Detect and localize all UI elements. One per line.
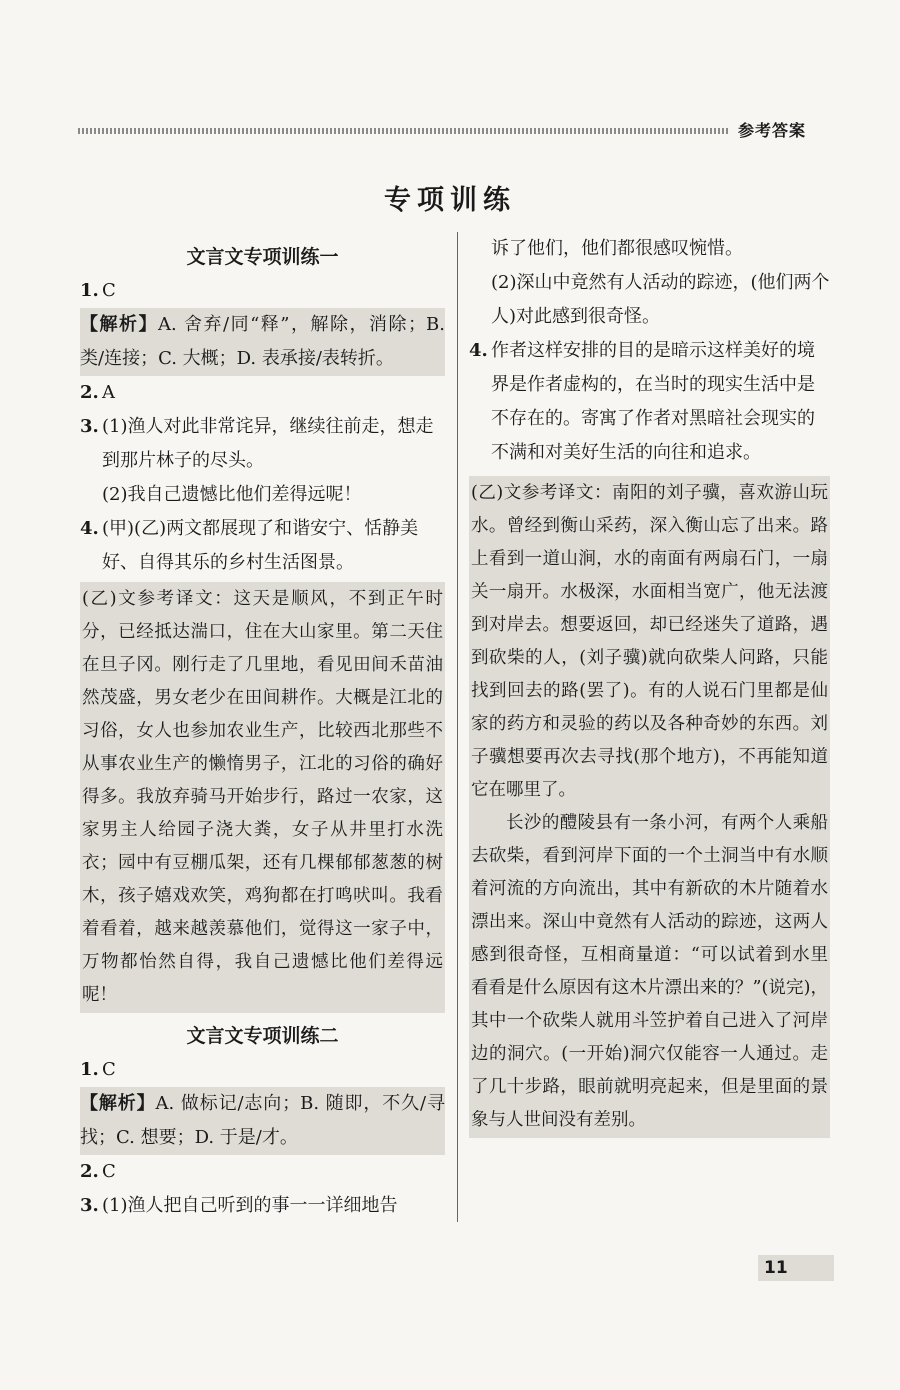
answer-text: (1)渔人把自己听到的事一一详细地告 (102, 1195, 398, 1216)
header-rule (78, 128, 728, 134)
section-title-2: 文言文专项训练二 (186, 1025, 339, 1047)
right-column (469, 232, 830, 1140)
answer-text: (1)渔人对此非常诧异，继续往前走，想走到那片林子的尽头。 (102, 416, 434, 471)
answer-number: 4. (80, 518, 99, 539)
answer-continuation: 诉了他们，他们都很感叹惋惜。 (491, 238, 743, 259)
section-title-1: 文言文专项训练一 (186, 246, 339, 268)
analysis-2 (80, 1087, 445, 1155)
header-label: 参考答案 (738, 121, 807, 140)
answer-1 (80, 1053, 445, 1087)
answer-text: (2)我自己遗憾比他们差得远呢！ (102, 484, 362, 505)
answer-text: C (102, 1161, 116, 1182)
answer-4 (80, 512, 445, 580)
answer-1 (80, 274, 445, 308)
analysis-1 (80, 308, 445, 376)
answer-text: (2)深山中竟然有人活动的踪迹，(他们两个人)对此感到很奇怪。 (491, 272, 830, 327)
answer-text: (甲)(乙)两文都展现了和谐安宁、恬静美好、自得其乐的乡村生活图景。 (102, 518, 419, 573)
answer-text: C (102, 1059, 116, 1080)
translation-text: 长沙的醴陵县有一条小河，有两个人乘船去砍柴，看到河岸下面的一个土洞当中有水顺着河流的方向流出，其中有新砍的木片随着水漂出来。深山中竟然有人活动的踪迹，这两人感到很奇怪，互相商量道：“可以试着到水里看看是什么原因有这木片漂出来的？”(说完)，其中一个砍柴人就用斗笠护着自己进入了河岸边的洞穴。(一开始)洞穴仅能容一人通过。走了几十步路，眼前就明亮起来，但是里面的景象与人世间没有差别。 (471, 813, 828, 1130)
answer-text: A (102, 382, 115, 403)
translation-text: (乙)文参考译文：这天是顺风，不到正午时分，已经抵达湍口，住在大山家里。第二天住在旦子冈。刚行走了几里地，看见田间禾苗油然茂盛，男女老少在田间耕作。大概是江北的习俗，女人也参加农业生产，比较西北那些不从事农业生产的懒惰男子，江北的习俗的确好得多。我放弃骑马开始步行，路过一农家，这家男主人给园子浇大粪，女子从井里打水洗衣；园中有豆棚瓜架，还有几棵郁郁葱葱的树木，孩子嬉戏欢笑，鸡狗都在打鸣吠叫。我看着看着，越来越羡慕他们，觉得这一家子中，万物都怡然自得，我自己遗憾比他们差得远呢！ (82, 589, 443, 1005)
answer-3 (80, 1189, 445, 1223)
answer-number: 3. (80, 1195, 99, 1216)
answer-text: 作者这样安排的目的是暗示这样美好的境界是作者虚构的，在当时的现实生活中是不存在的。寄寓了作者对黑暗社会现实的不满和对美好生活的向往和追求。 (491, 340, 815, 463)
translation-block-2 (469, 476, 830, 1138)
analysis-text: A. 舍弃/同“释”，解除，消除；B. 类/连接；C. 大概；D. 表承接/表转折。 (80, 314, 445, 369)
answer-2 (80, 376, 445, 410)
analysis-tag: 【解析】 (80, 314, 159, 335)
answer-3 (80, 410, 445, 512)
answer-4 (469, 334, 830, 470)
answer-number: 1. (80, 1059, 99, 1080)
answer-number: 2. (80, 1161, 99, 1182)
page-number: 11 (758, 1255, 834, 1281)
answer-number: 2. (80, 382, 99, 403)
answer-text: C (102, 280, 116, 301)
answer-number: 3. (80, 416, 99, 437)
column-divider (457, 232, 458, 1222)
left-column (80, 240, 445, 1223)
page-title: 专项训练 (384, 185, 516, 216)
analysis-tag: 【解析】 (80, 1093, 156, 1114)
answer-number: 4. (469, 340, 488, 361)
translation-text: (乙)文参考译文：南阳的刘子骥，喜欢游山玩水。曾经到衡山采药，深入衡山忘了出来。路上看到一道山涧，水的南面有两扇石门，一扇关一扇开。水极深，水面相当宽广，他无法渡到对岸去。想要返回，却已经迷失了道路，遇到砍柴的人，(刘子骥)就向砍柴人问路，只能找到回去的路(罢了)。有的人说石门里都是仙家的药方和灵验的药以及各种奇妙的东西。刘子骥想要再次去寻找(那个地方)，不再能知道它在哪里了。 (471, 483, 828, 800)
answer-2 (80, 1155, 445, 1189)
translation-block-1 (80, 582, 445, 1013)
analysis-text: A. 做标记/志向；B. 随即，不久/寻找；C. 想要；D. 于是/才。 (80, 1093, 445, 1148)
answer-number: 1. (80, 280, 99, 301)
